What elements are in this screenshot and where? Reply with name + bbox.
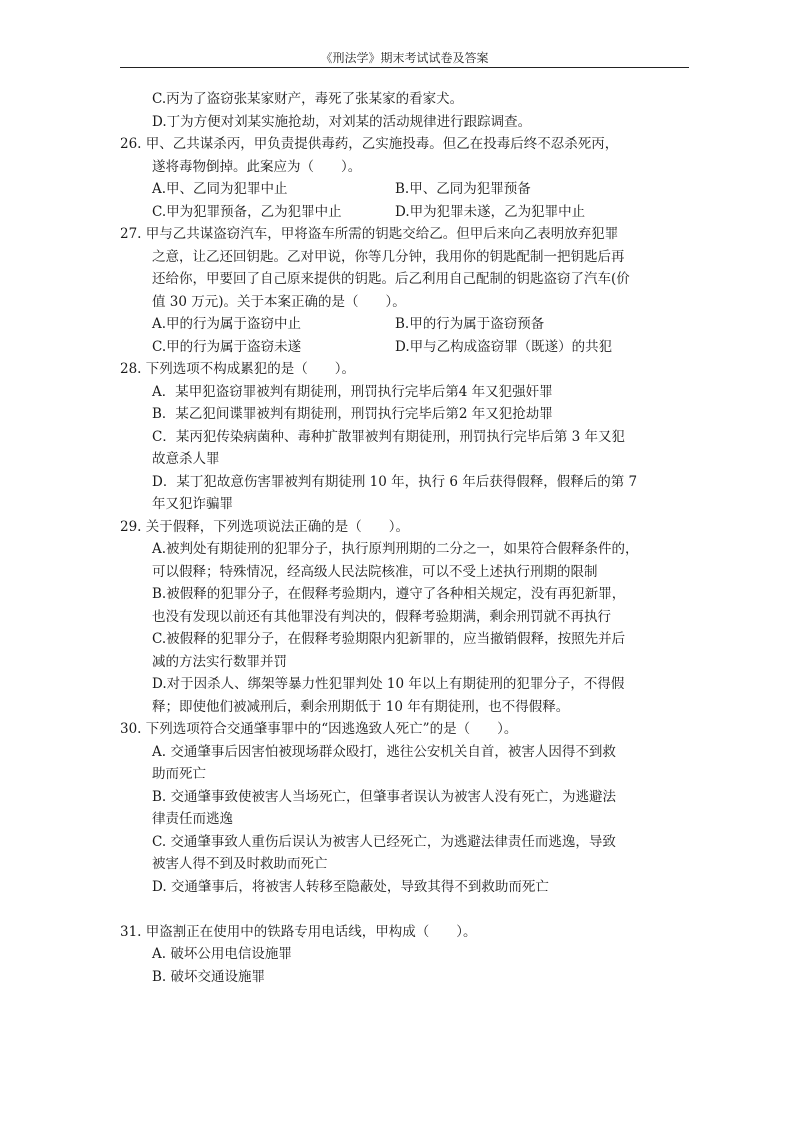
q25-option-c: C.丙为了盗窃张某家财产，毒死了张某家的看家犬。: [152, 91, 464, 107]
q29-option-b: B.被假释的犯罪分子，在假释考验期内，遵守了各种相关规定，没有再犯新罪，: [152, 586, 626, 602]
spacer: [120, 898, 692, 921]
q30-option-d: D. 交通肇事后，将被害人转移至隐蔽处，导致其得不到救助而死亡: [152, 878, 549, 895]
q29-option-c: C.被假释的犯罪分子，在假释考验期限内犯新罪的，应当撤销假释，按照先并后: [152, 631, 626, 647]
q26-stem: 26. 甲、乙共谋杀丙，甲负责提供毒药，乙实施投毒。但乙在投毒后终不忍杀死丙，: [120, 136, 619, 152]
q27-options-ab: [120, 313, 692, 336]
q27-stem-cont-1: 之意，让乙还回钥匙。乙对甲说，你等几分钟，我用你的钥匙配制一把钥匙后再: [152, 248, 625, 265]
q27-option-c: C.甲的行为属于盗窃未遂: [152, 338, 302, 355]
q26-option-c: C.甲为犯罪预备，乙为犯罪中止: [152, 203, 342, 220]
q31-stem: 31. 甲盗割正在使用中的铁路专用电话线，甲构成（ ）。: [120, 923, 477, 940]
page-header-title: 《刑法学》期末考试试卷及答案: [320, 51, 489, 65]
q27-options-cd: [120, 336, 692, 359]
q27-option-b: B.甲的行为属于盗窃预备: [395, 316, 545, 332]
q26-options-cd: [120, 201, 692, 224]
q27-stem-cont-3: 值 30 万元)。关于本案正确的是（ ）。: [152, 293, 406, 310]
q30-option-b-cont: 律责任而逃逸: [152, 811, 233, 827]
q29-option-d: D.对于因杀人、绑架等暴力性犯罪判处 10 年以上有期徒刑的犯罪分子，不得假: [152, 676, 625, 692]
q29-option-c-cont: 减的方法实行数罪并罚: [152, 653, 287, 670]
q30-option-c: C. 交通肇事致人重伤后误认为被害人已经死亡，为逃避法律责任而逃逸，导致: [152, 833, 616, 850]
q28-option-d: D．某丁犯故意伤害罪被判有期徒刑 10 年，执行 6 年后获得假释，假释后的第 7: [152, 473, 638, 490]
q26-option-a: A.甲、乙同为犯罪中止: [152, 181, 288, 197]
q29-stem: 29. 关于假释，下列选项说法正确的是（ ）。: [120, 518, 410, 535]
q30-stem: 30. 下列选项符合交通肇事罪中的“因逃逸致人死亡”的是（ ）。: [120, 721, 518, 737]
q29-option-b-cont: 也没有发现以前还有其他罪没有判决的，假释考验期满，剩余刑罚就不再执行: [152, 608, 611, 625]
q31-option-a: A. 破坏公用电信设施罪: [152, 946, 292, 962]
q28-option-b: B．某乙犯间谍罪被判有期徒刑，刑罚执行完毕后第2 年又犯抢劫罪: [152, 406, 553, 422]
header-rule: [120, 67, 689, 68]
q25-option-d: D.丁为方便对刘某实施抢劫，对刘某的活动规律进行跟踪调查。: [152, 113, 532, 130]
q29-option-d-cont: 释；即使他们被减刑后，剩余刑期低于 10 年有期徒刑，也不得假释。: [152, 698, 570, 715]
q26-options-ab: [120, 178, 692, 201]
q27-option-a: A.甲的行为属于盗窃中止: [152, 316, 302, 332]
q27-stem-cont-2: 还给你，甲要回了自己原来提供的钥匙。后乙利用自己配制的钥匙盗窃了汽车(价: [152, 271, 630, 287]
q26-stem-cont: 遂将毒物倒掉。此案应为（ ）。: [152, 158, 362, 175]
q28-option-c-cont: 故意杀人罪: [152, 451, 220, 467]
q30-option-a: A. 交通肇事后因害怕被现场群众殴打，逃往公安机关自首，被害人因得不到救: [152, 743, 616, 760]
q28-option-a: A．某甲犯盗窃罪被判有期徒刑，刑罚执行完毕后第4 年又犯强奸罪: [152, 383, 553, 400]
q29-option-a: A.被判处有期徒刑的犯罪分子，执行原判刑期的二分之一，如果符合假释条件的，: [152, 541, 639, 557]
q28-stem: 28. 下列选项不构成累犯的是（ ）。: [120, 361, 356, 377]
q30-option-a-cont: 助而死亡: [152, 766, 206, 782]
exam-content: [120, 88, 692, 988]
q30-option-b: B. 交通肇事致使被害人当场死亡，但肇事者误认为被害人没有死亡，为逃避法: [152, 788, 617, 805]
q28-option-c: C．某丙犯传染病菌种、毒种扩散罪被判有期徒刑，刑罚执行完毕后第 3 年又犯: [152, 428, 625, 445]
q26-option-b: B.甲、乙同为犯罪预备: [395, 181, 531, 197]
q29-option-a-cont: 可以假释；特殊情况，经高级人民法院核准，可以不受上述执行刑期的限制: [152, 563, 598, 580]
q28-option-d-cont: 年又犯诈骗罪: [152, 496, 233, 512]
q26-option-d: D.甲为犯罪未遂，乙为犯罪中止: [395, 203, 586, 220]
q27-option-d: D.甲与乙构成盗窃罪（既遂）的共犯: [395, 338, 613, 355]
q31-option-b: B. 破坏交通设施罪: [152, 968, 266, 985]
q30-option-c-cont: 被害人得不到及时救助而死亡: [152, 856, 328, 872]
q27-stem: 27. 甲与乙共谋盗窃汽车，甲将盗车所需的钥匙交给乙。但甲后来向乙表明放弃犯罪: [120, 226, 619, 242]
